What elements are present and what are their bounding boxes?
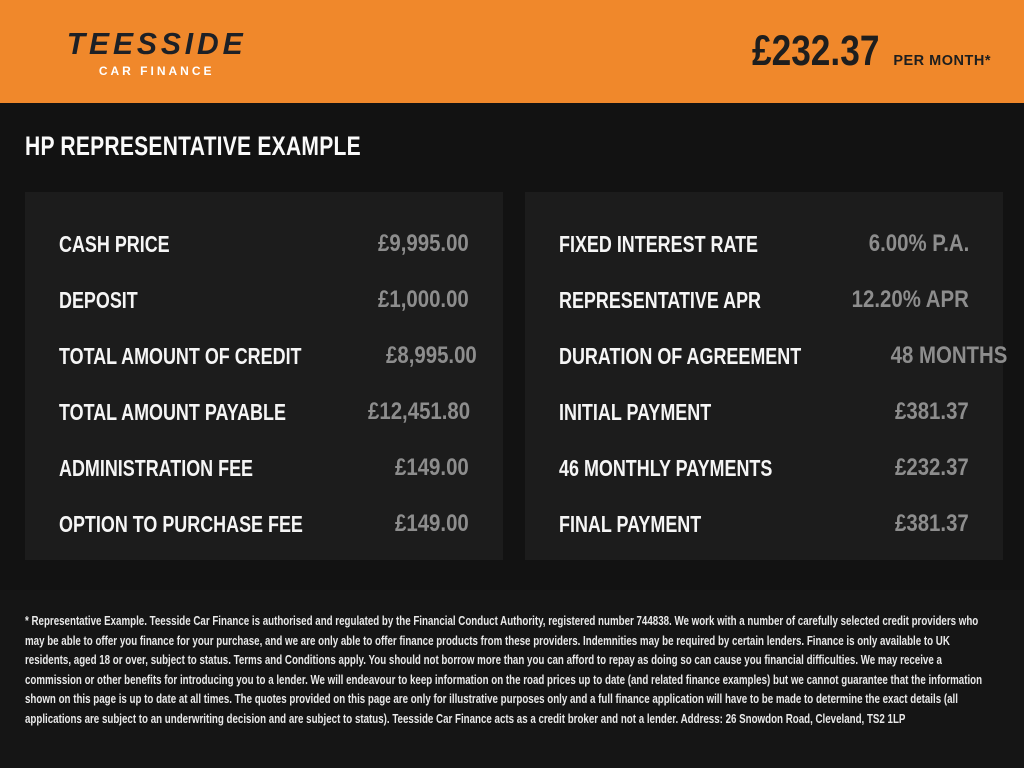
finance-label: FIXED INTEREST RATE (559, 230, 759, 257)
finance-label: DURATION OF AGREEMENT (559, 342, 802, 369)
finance-label: REPRESENTATIVE APR (559, 286, 762, 313)
logo-tagline-text: CAR FINANCE (98, 63, 215, 78)
finance-label: ADMINISTRATION FEE (59, 454, 254, 481)
finance-label: TOTAL AMOUNT PAYABLE (59, 398, 286, 425)
disclaimer-footer (0, 590, 1024, 768)
finance-value: 12.20% APR (851, 286, 969, 313)
finance-label: FINAL PAYMENT (559, 510, 702, 537)
logo-brand-text: TEESSIDE (66, 25, 247, 61)
finance-label: DEPOSIT (59, 286, 138, 313)
finance-row-apr (559, 272, 969, 328)
finance-row-interest-rate (559, 216, 969, 272)
finance-value: £1,000.00 (378, 286, 469, 313)
finance-row-deposit (59, 272, 469, 328)
monthly-price (724, 27, 991, 76)
finance-value: £9,995.00 (378, 230, 469, 257)
finance-row-admin-fee (59, 440, 469, 496)
finance-value: £12,451.80 (367, 398, 471, 425)
finance-label: TOTAL AMOUNT OF CREDIT (59, 342, 302, 369)
finance-label: 46 MONTHLY PAYMENTS (559, 454, 773, 481)
finance-value: £381.37 (895, 510, 969, 537)
header (0, 0, 1024, 103)
monthly-price-amount: £232.37 (751, 27, 880, 75)
finance-panel-left (25, 192, 503, 560)
monthly-price-suffix: PER MONTH* (893, 53, 991, 69)
finance-value: 6.00% P.A. (868, 230, 969, 257)
finance-value: £8,995.00 (385, 342, 477, 369)
finance-row-final-payment (559, 496, 969, 552)
finance-row-initial-payment (559, 384, 969, 440)
finance-panel-right (525, 192, 1007, 560)
teesside-logo (64, 26, 249, 78)
disclaimer-text: * Representative Example. Teesside Car Finance is authorised and regulated by the Financial Conduct Authority, registered number 744838. We work with a number of carefully selected credit providers who may be able to offer you finance for your purchase, and we are only able to offer finance products from these providers. Indemnities may be required by certain lenders. Finance is only available to UK residents, aged 18 or over, subject to status. Terms and Conditions apply. You should not borrow more than you can afford to repay as doing so can cause you financial difficulties. We may receive a commission or other benefits for introducing you to a lender. We will endeavour to keep information on the road prices up to date (and related finance examples) but we cannot guarantee that the information shown on this page is up to date at all times. The quotes provided on this page are only for illustrative purposes only and a full finance application will have to be made to determine the exact details (all applications are subject to an underwriting decision and are subject to status). Teesside Car Finance acts as a credit broker and not a lender. Address: 26 Snowdon Road, Cleveland, TS2 1LP (25, 613, 983, 726)
finance-value: £232.37 (895, 454, 969, 481)
finance-label: OPTION TO PURCHASE FEE (59, 510, 303, 537)
finance-label: INITIAL PAYMENT (559, 398, 712, 425)
finance-value: 48 MONTHS (890, 342, 1007, 369)
finance-row-option-fee (59, 496, 469, 552)
finance-row-total-payable (59, 384, 469, 440)
finance-value: £149.00 (395, 510, 469, 537)
finance-row-monthly-payments (559, 440, 969, 496)
section-title: HP REPRESENTATIVE EXAMPLE (25, 131, 361, 161)
finance-row-duration (559, 328, 1007, 384)
finance-row-total-credit (59, 328, 477, 384)
finance-row-cash-price (59, 216, 469, 272)
finance-value: £149.00 (395, 454, 469, 481)
finance-value: £381.37 (895, 398, 969, 425)
finance-label: CASH PRICE (59, 230, 170, 257)
finance-panels (25, 192, 1007, 560)
